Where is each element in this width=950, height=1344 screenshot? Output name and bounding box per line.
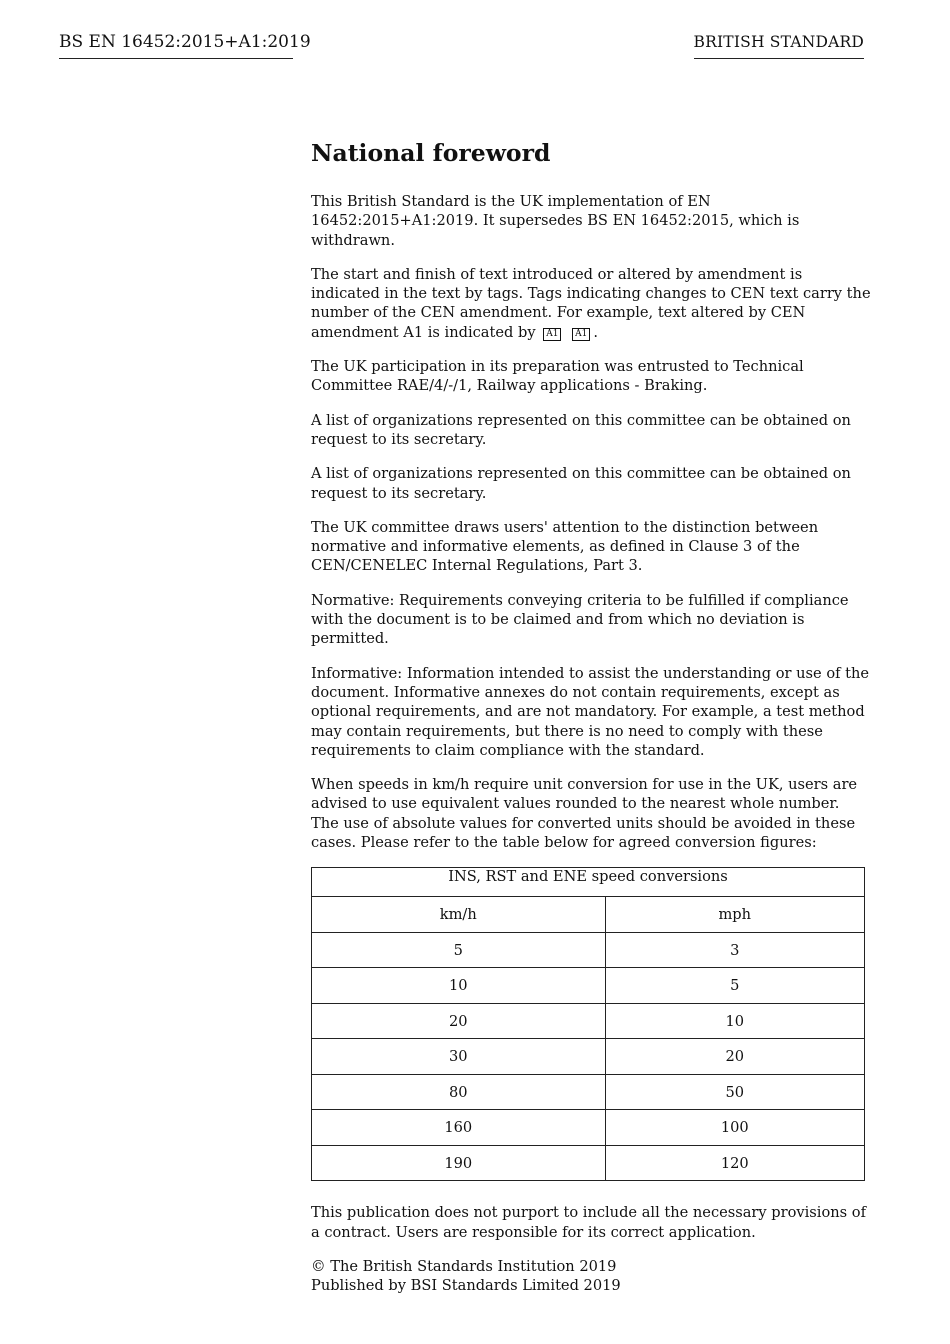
paragraph-organizations-1: A list of organizations represented on this committee can be obtained on request to its secretary. [311, 411, 851, 448]
paragraph-organizations-2: A list of organizations represented on this committee can be obtained on request to its secretary. [311, 465, 851, 502]
table-cell-mph: 20 [605, 1039, 865, 1075]
table-row [312, 968, 865, 1004]
table-row [312, 932, 865, 968]
amendment-tags-text: The start and finish of text introduced or altered by amendment is indicated in the text by tags. Tags indicating changes to CEN text carry the number of the CEN amendment. For example, text altered by CEN amendment A1 is indicated by [311, 265, 871, 341]
table-header-row [312, 897, 865, 933]
table-cell-kmh: 160 [312, 1110, 606, 1146]
column-header-mph: mph [605, 897, 865, 933]
foreword-body [311, 138, 871, 1296]
table-caption: INS, RST and ENE speed conversions [312, 868, 865, 897]
amendment-open-tag-icon: A1 [543, 328, 561, 341]
table-row [312, 1039, 865, 1075]
paragraph-speed-conversion: When speeds in km/h require unit conversion for use in the UK, users are advised to use equivalent values rounded to the nearest whole number. The use of absolute values for converted units should be avoided in these cases. Please refer to the table below for agreed conversion figures: [311, 776, 858, 852]
page-title: National foreword [311, 139, 551, 167]
table-caption-row [312, 868, 865, 897]
table-cell-mph: 10 [605, 1003, 865, 1039]
table-cell-kmh: 30 [312, 1039, 606, 1075]
table-cell-kmh: 20 [312, 1003, 606, 1039]
paragraph-amendment-tags: The start and finish of text introduced or altered by amendment is indicated in the text by tags. Tags indicating changes to CEN text carry the number of the CEN amendment. For example, text altered by CEN amendment A1 is indicated by A1 A1 . [311, 265, 871, 341]
speed-conversion-table [311, 867, 865, 1181]
paragraph-normative-informative: The UK committee draws users' attention to the distinction between normative and informative elements, as defined in Clause 3 of the CEN/CENELEC Internal Regulations, Part 3. [311, 518, 819, 575]
table-row [312, 1074, 865, 1110]
table-row [312, 1145, 865, 1181]
column-header-kmh: km/h [312, 897, 606, 933]
table-cell-kmh: 10 [312, 968, 606, 1004]
table-cell-mph: 50 [605, 1074, 865, 1110]
copyright-block [311, 1257, 871, 1296]
amendment-close-tag-icon: A1 [572, 328, 590, 341]
table-cell-mph: 120 [605, 1145, 865, 1181]
paragraph-committee: The UK participation in its preparation was entrusted to Technical Committee RAE/4/-/1, Railway applications - Braking. [311, 358, 804, 395]
table-cell-kmh: 190 [312, 1145, 606, 1181]
paragraph-informative: Informative: Information intended to assist the understanding or use of the document. Informative annexes do not contain requirements, except as optional requirements, and are not mandatory. For example, a test method may contain requirements, but there is no need to comply with these requirements to claim compliance with the standard. [311, 664, 870, 759]
paragraph-normative: Normative: Requirements conveying criteria to be fulfilled if compliance with the document is to be claimed and from which no deviation is permitted. [311, 591, 849, 648]
paragraph-implementation: This British Standard is the UK implementation of EN 16452:2015+A1:2019. It supersedes BS EN 16452:2015, which is withdrawn. [311, 193, 800, 249]
table-row [312, 1110, 865, 1146]
paragraph-disclaimer: This publication does not purport to include all the necessary provisions of a contract. Users are responsible for its correct application. [311, 1204, 866, 1241]
header-publisher: BRITISH STANDARD [694, 31, 865, 59]
publisher-line: Published by BSI Standards Limited 2019 [311, 1277, 621, 1295]
table-cell-mph: 100 [605, 1110, 865, 1146]
table-cell-mph: 5 [605, 968, 865, 1004]
header-document-number: BS EN 16452:2015+A1:2019 [59, 31, 293, 59]
copyright-line: © The British Standards Institution 2019 [311, 1257, 617, 1275]
table-row [312, 1003, 865, 1039]
table-cell-kmh: 80 [312, 1074, 606, 1110]
table-cell-kmh: 5 [312, 932, 606, 968]
table-cell-mph: 3 [605, 932, 865, 968]
